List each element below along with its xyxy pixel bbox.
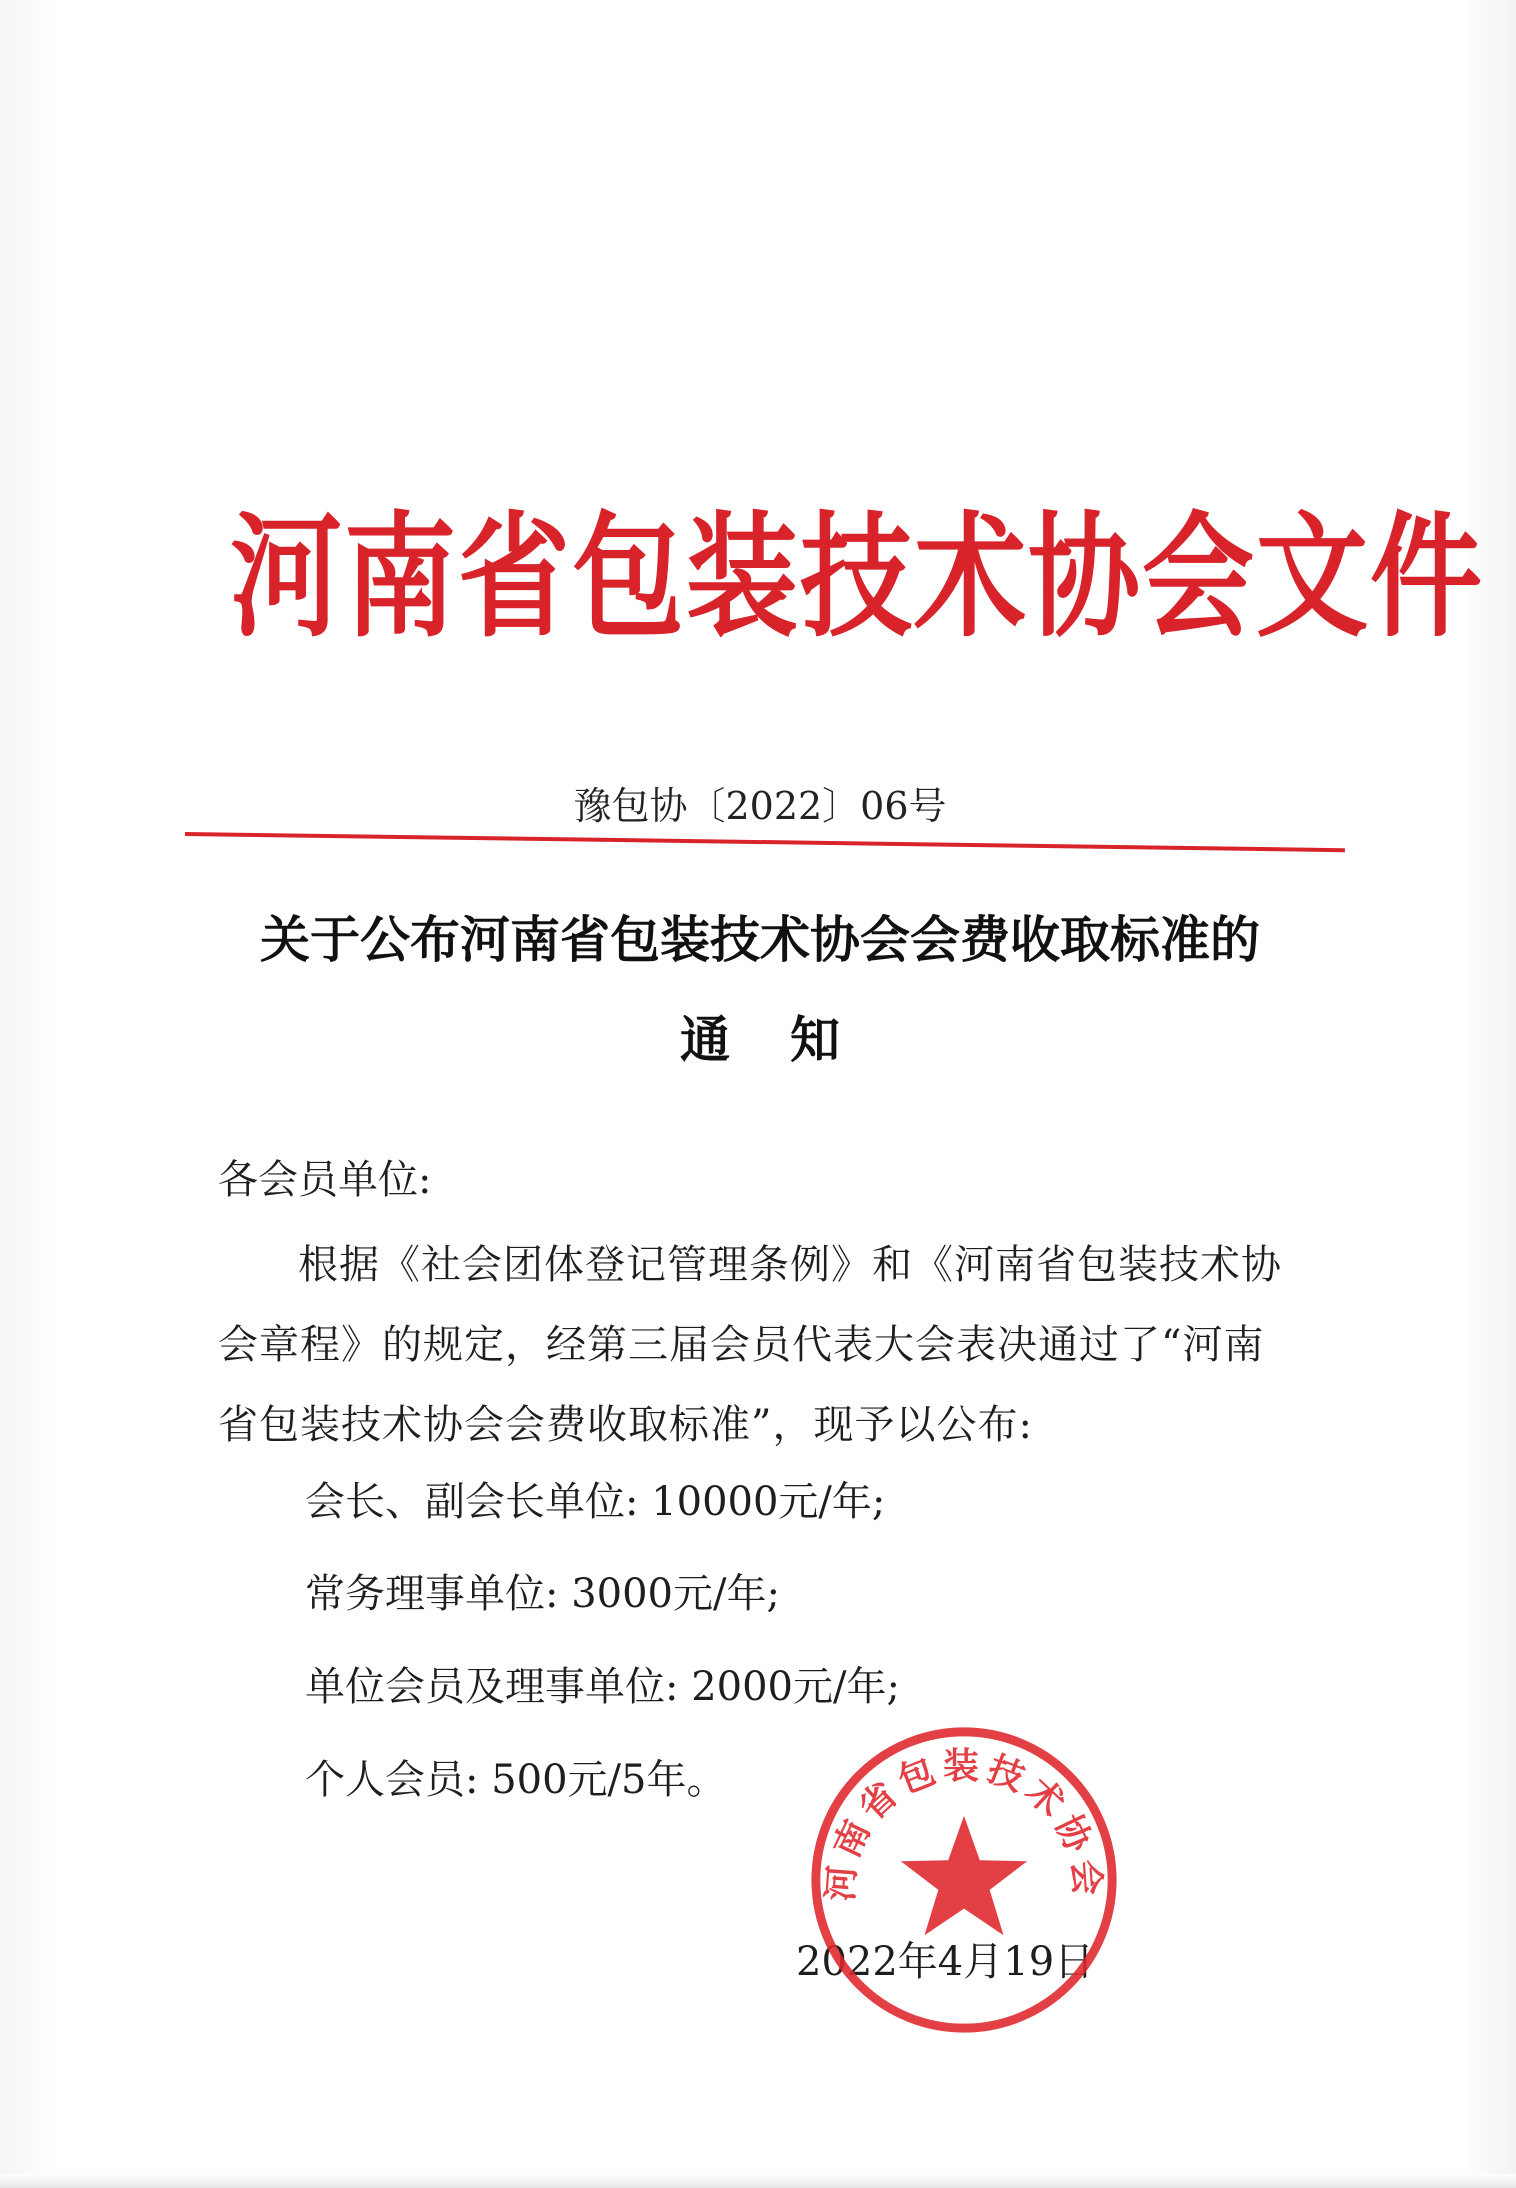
document-date: 2022年4月19日 — [796, 1939, 1095, 1985]
fee-item-standing-director: 常务理事单位: 3000元/年; — [305, 1571, 780, 1617]
seal-text-path: 河南省包装技术协会 — [820, 1746, 1108, 1903]
document-number: 豫包协〔2022〕06号 — [573, 784, 947, 828]
official-seal — [806, 1722, 1122, 2038]
document-header-title: 河南省包装技术协会文件 — [230, 500, 1484, 656]
fee-item-president: 会长、副会长单位: 10000元/年; — [305, 1479, 886, 1525]
red-divider-line — [185, 832, 1345, 852]
star-icon — [901, 1816, 1027, 1935]
notice-title-line-1: 关于公布河南省包装技术协会会费收取标准的 — [260, 910, 1260, 969]
page-bottom-edge — [0, 2174, 1516, 2188]
fee-item-unit-member: 单位会员及理事单位: 2000元/年; — [305, 1664, 900, 1710]
body-paragraph: 根据《社会团体登记管理条例》和《河南省包装技术协会章程》的规定，经第三届会员代表大会表决通过了“河南省包装技术协会会费收取标准”，现予以公布: — [218, 1242, 1282, 1448]
fee-item-individual-member: 个人会员: 500元/5年。 — [305, 1757, 727, 1803]
salutation: 各会员单位: — [218, 1157, 432, 1203]
notice-title-line-2: 通知 — [680, 1010, 900, 1069]
